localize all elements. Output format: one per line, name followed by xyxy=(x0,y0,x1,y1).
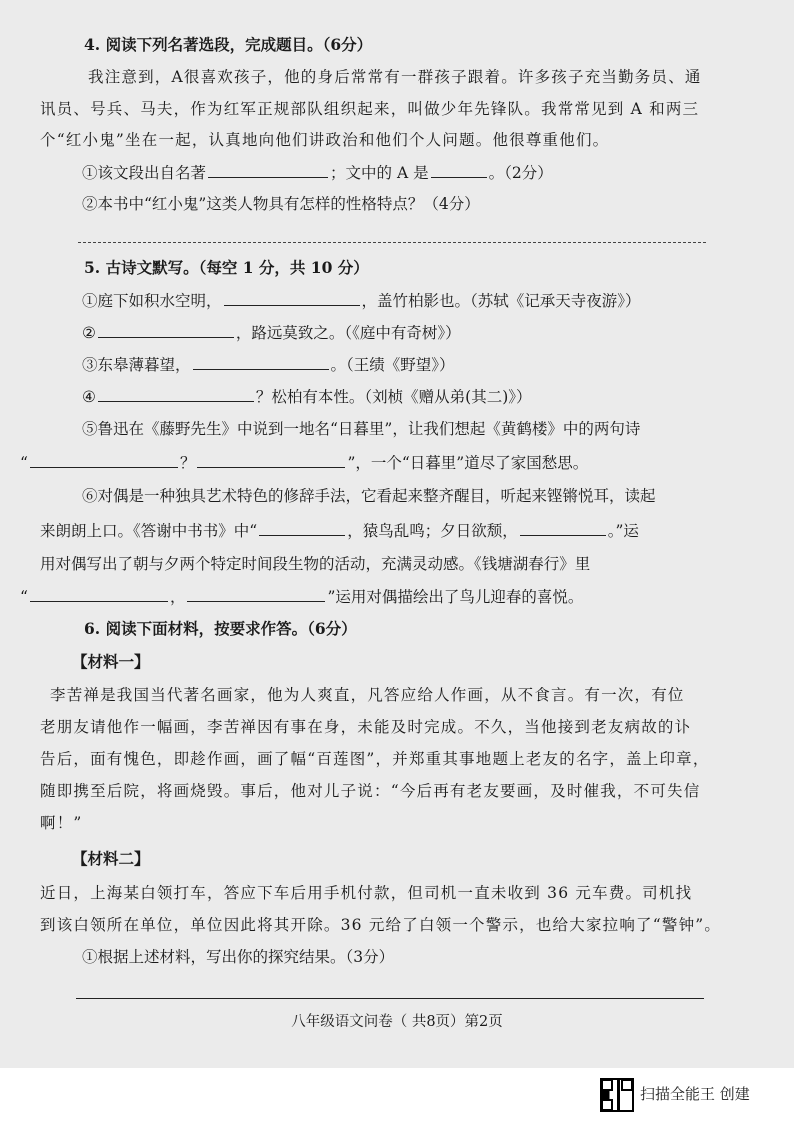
q5-l4-prefix: ④ xyxy=(82,388,96,406)
q5-blank-8[interactable] xyxy=(520,519,606,536)
q5-blank-5[interactable] xyxy=(30,451,178,468)
q6-m1-line-4: 随即携至后院，将画烧毁。事后，他对儿子说：“今后再有老友要画，及时催我，不可失信 xyxy=(40,782,701,800)
q5-l6d-mid: ， xyxy=(169,588,186,606)
q5-l2-prefix: ② xyxy=(82,324,96,342)
q4-sub2: ②本书中“红小鬼”这类人物具有怎样的性格特点？（4分） xyxy=(82,195,480,213)
q5-line-1 xyxy=(82,289,641,312)
q6-m1-line-5: 啊！” xyxy=(40,814,83,832)
q4-title: 4. 阅读下列名著选段，完成题目。（6分） xyxy=(84,35,373,54)
q4-person-blank[interactable] xyxy=(431,161,487,178)
q6-m2-line-2: 到该白领所在单位，单位因此将其开除。36 元给了白领一个警示，也给大家拉响了“警钟”。 xyxy=(40,916,722,934)
scanner-watermark: 扫描全能王 创建 xyxy=(640,1085,750,1103)
q5-blank-10[interactable] xyxy=(187,585,325,602)
q4-answer-line[interactable] xyxy=(78,242,706,243)
q5-line-6b xyxy=(40,519,639,542)
q5-l1-suffix: ，盖竹柏影也。（苏轼《记承天寺夜游》） xyxy=(361,292,641,310)
q6-m1-line-3: 告后，面有愧色，即趁作画，画了幅“百莲图”，并郑重其事地题上老友的名字，盖上印章， xyxy=(40,750,710,768)
q4-sub1-end: 。（2分） xyxy=(488,164,553,182)
q5-l6-suffix: 。”运 xyxy=(607,522,639,540)
q6-material-1-title: 【材料一】 xyxy=(72,652,150,671)
q5-line-4 xyxy=(82,385,532,408)
q5-blank-4[interactable] xyxy=(98,385,254,402)
q6-title: 6. 阅读下面材料，按要求作答。（6分） xyxy=(84,619,357,638)
q5-l5-open: “ xyxy=(20,454,28,472)
q5-blank-7[interactable] xyxy=(259,519,345,536)
q5-title: 5. 古诗文默写。（每空 1 分，共 10 分） xyxy=(84,258,369,277)
q4-passage-line-3: 个“红小鬼”坐在一起，认真地向他们讲政治和他们个人问题。他很尊重他们。 xyxy=(40,131,610,149)
q5-l3-prefix: ③东皋薄暮望， xyxy=(82,356,191,374)
q5-l6d-open: “ xyxy=(20,588,28,606)
q4-passage-line-1: 我注意到，A很喜欢孩子，他的身后常常有一群孩子跟着。许多孩子充当勤务员、通 xyxy=(88,68,702,86)
footer-rule xyxy=(76,998,704,999)
q6-m2-line-1: 近日，上海某白领打车，答应下车后用手机付款，但司机一直未收到 36 元车费。司机找 xyxy=(40,884,693,902)
q4-sub1-mid: ；文中的 A 是 xyxy=(330,164,429,182)
q5-line-3 xyxy=(82,353,455,376)
q5-blank-2[interactable] xyxy=(98,321,234,338)
qr-code-icon xyxy=(600,1078,634,1112)
q4-book-blank[interactable] xyxy=(208,161,328,178)
q5-l6-mid: ，猿鸟乱鸣；夕日欲颓， xyxy=(347,522,518,540)
q5-blank-6[interactable] xyxy=(197,451,345,468)
q4-sub1-label: ①该文段出自名著 xyxy=(82,164,207,182)
q5-l1-prefix: ①庭下如积水空明， xyxy=(82,292,222,310)
q5-l5-mid: ？ xyxy=(179,454,196,472)
q5-line-5a: ⑤鲁迅在《藤野先生》中说到一地名“日暮里”，让我们想起《黄鹤楼》中的两句诗 xyxy=(82,420,641,438)
q5-l6-prefix: 来朗朗上口。《答谢中书书》中“ xyxy=(40,522,258,540)
q5-line-5b xyxy=(20,451,588,474)
q5-blank-1[interactable] xyxy=(224,289,360,306)
q6-m1-line-1: 李苦禅是我国当代著名画家，他为人爽直，凡答应给人作画，从不食言。有一次，有位 xyxy=(50,686,685,704)
q5-line-6d xyxy=(20,585,583,608)
q5-line-6a: ⑥对偶是一种独具艺术特色的修辞手法，它看起来整齐醒目，听起来铿锵悦耳，读起 xyxy=(82,487,656,505)
q5-l4-suffix: ？松柏有本性。（刘桢《赠从弟(其二)》） xyxy=(255,388,532,406)
q4-passage-line-2: 讯员、号兵、马夫，作为红军正规部队组织起来，叫做少年先锋队。我常常见到 A 和两三 xyxy=(40,100,700,118)
page-footer: 八年级语文问卷（ 共8页）第2页 xyxy=(291,1014,503,1030)
q5-l2-suffix: ，路远莫致之。（《庭中有奇树》） xyxy=(235,324,461,342)
q6-material-2-title: 【材料二】 xyxy=(72,849,150,868)
q5-blank-3[interactable] xyxy=(193,353,329,370)
q5-l3-suffix: 。（王绩《野望》） xyxy=(330,356,455,374)
q5-line-2 xyxy=(82,321,461,344)
q5-line-6c: 用对偶写出了朝与夕两个特定时间段生物的活动，充满灵动感。《钱塘湖春行》里 xyxy=(40,555,591,573)
q5-blank-9[interactable] xyxy=(30,585,168,602)
q5-l5-suffix: ”，一个“日暮里”道尽了家国愁思。 xyxy=(347,454,589,472)
q4-sub1 xyxy=(82,161,553,184)
q5-l6d-suffix: ”运用对偶描绘出了鸟儿迎春的喜悦。 xyxy=(327,588,584,606)
q6-m1-line-2: 老朋友请他作一幅画，李苦禅因有事在身，未能及时完成。不久，当他接到老友病故的讣 xyxy=(40,718,692,736)
q6-sub1: ①根据上述材料，写出你的探究结果。（3分） xyxy=(82,948,395,966)
